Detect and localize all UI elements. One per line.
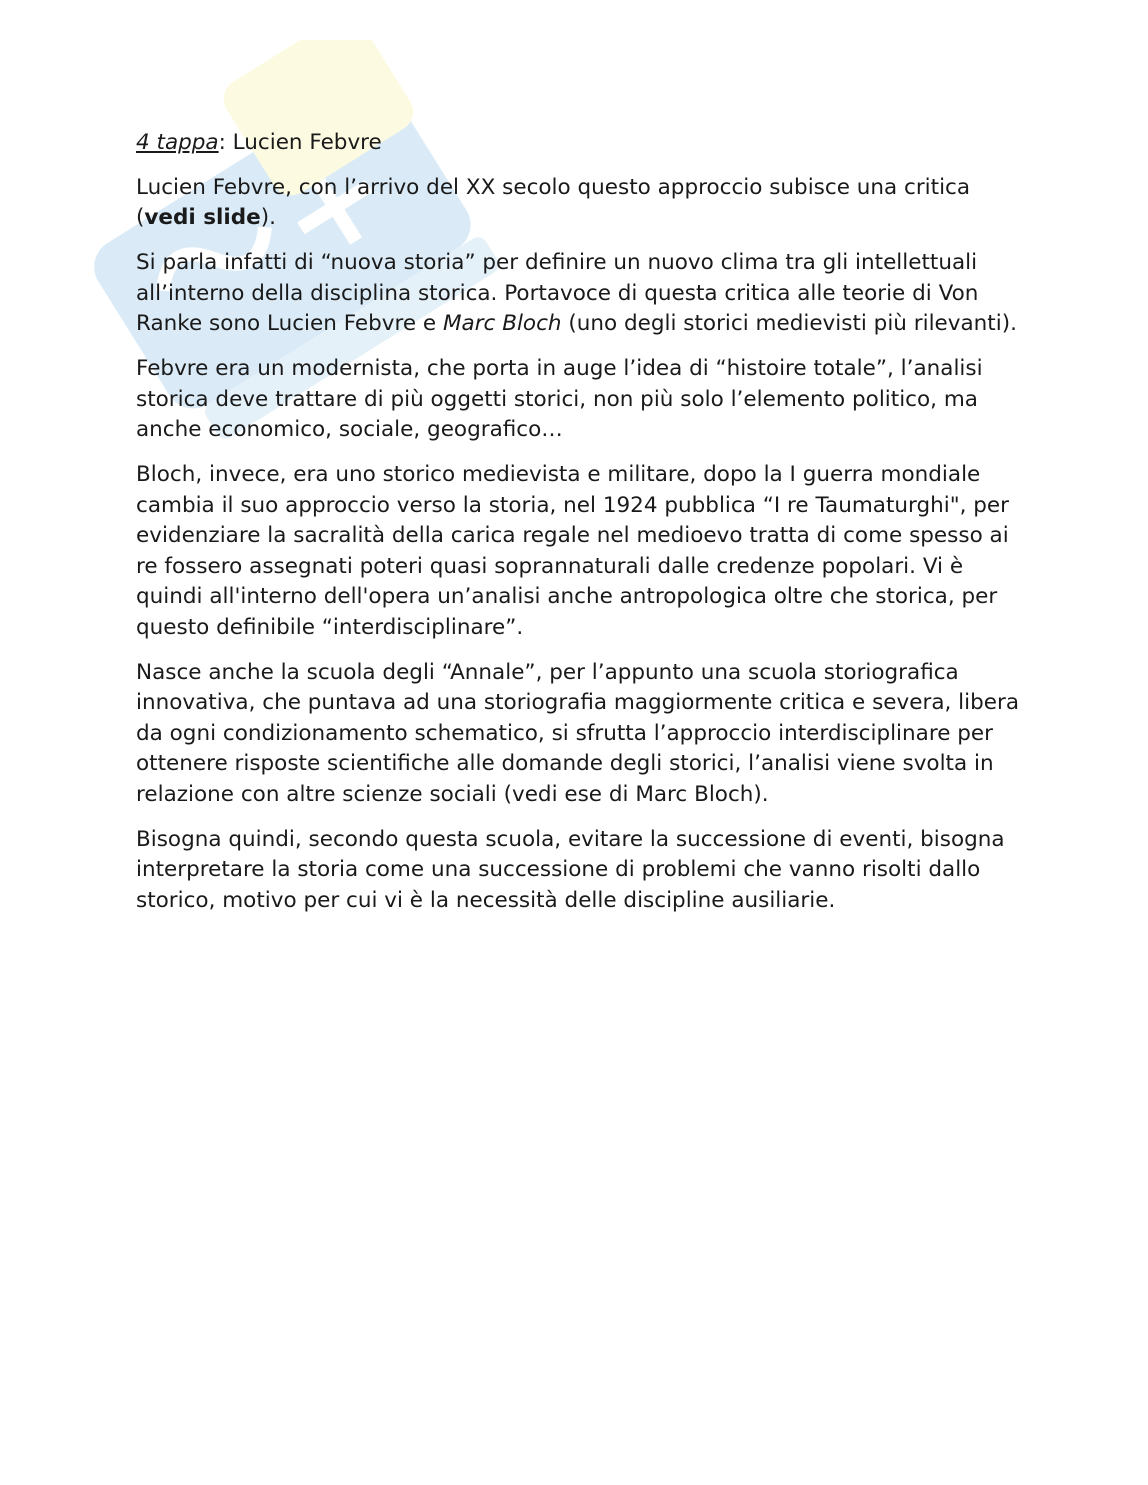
paragraph-2-italic: Marc Bloch [442, 311, 562, 336]
paragraph-2 [136, 248, 1026, 340]
paragraph-2-text-b: (uno degli storici medievisti più rilevanti). [561, 311, 1017, 336]
paragraph-3: Febvre era un modernista, che porta in auge l’idea di “histoire totale”, l’analisi storica deve trattare di più oggetti storici, non più solo l’elemento politico, ma anche economico, sociale, geografico… [136, 356, 983, 442]
paragraph-4: Bloch, invece, era uno storico medievista e militare, dopo la I guerra mondiale cambia il suo approccio verso la storia, nel 1924 pubblica “I re Taumaturghi", per evidenziare la sacralità della carica regale nel medioevo tratta di come spesso ai re fossero assegnati poteri quasi soprannaturali dalle credenze popolari. Vi è quindi all'interno dell'opera un’analisi anche antropologica oltre che storica, per questo definibile “interdisciplinare”. [136, 462, 1009, 640]
paragraph-1-bold: vedi slide [144, 205, 261, 230]
heading-title: Lucien Febvre [232, 130, 382, 155]
paragraph-5: Nasce anche la scuola degli “Annale”, per l’appunto una scuola storiografica innovativa, che puntava ad una storiografia maggiormente critica e severa, libera da ogni condizionamento schematico, si sfrutta l’approccio interdisciplinare per ottenere risposte scientifiche alle domande degli storici, l’analisi viene svolta in relazione con altre scienze sociali (vedi ese di Marc Bloch). [136, 659, 1020, 807]
paragraph-1 [136, 173, 1026, 234]
paragraph-1-text-a: Lucien Febvre, con l’arrivo del XX secolo questo approccio subisce una critica ( [136, 174, 971, 230]
paragraph-2-text-a: Si parla infatti di “nuova storia” per definire un nuovo clima tra gli intellettuali all’interno della disciplina storica. Portavoce di questa critica alle teorie di Von Ranke sono Lucien Febvre e [136, 250, 979, 336]
section-heading [136, 128, 1026, 159]
paragraph-1-text-b: ). [260, 205, 276, 230]
stage-label: 4 tappa [136, 130, 219, 155]
paragraph-6: Bisogna quindi, secondo questa scuola, evitare la successione di eventi, bisogna interpretare la storia come una successione di problemi che vanno risolti dallo storico, motivo per cui vi è la necessità delle discipline ausiliarie. [136, 826, 1005, 913]
heading-separator: : [218, 130, 233, 155]
document-body [136, 128, 1026, 931]
